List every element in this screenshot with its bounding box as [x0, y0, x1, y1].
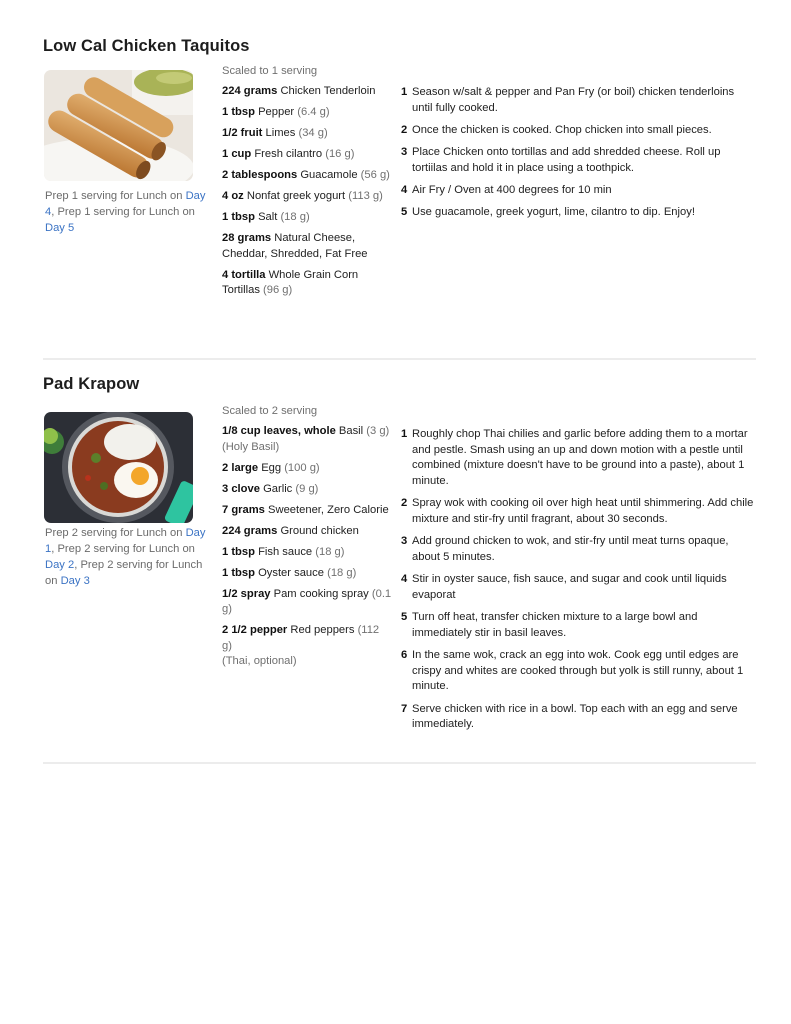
ingredient-item: 7 grams Sweetener, Zero Calorie	[222, 503, 389, 516]
ingredient-item: 2 1/2 pepper Red peppers (112 g) (Thai, optional)	[222, 624, 380, 667]
ingredient-item: 1 tbsp Fish sauce (18 g)	[222, 545, 345, 558]
direction-step: 7 Serve chicken with rice in a bowl. Top each with an egg and serve immediately.	[401, 702, 738, 731]
direction-step: 1 Roughly chop Thai chilies and garlic before adding them to a mortar and pestle. Smash using an up and down motion with a pestle until combined (mixture doesn't have to be ground into a paste), about 1 minute.	[401, 428, 748, 488]
ingredient-item: 1/8 cup leaves, whole Basil (3 g) (Holy Basil)	[222, 425, 390, 453]
direction-step: 5 Turn off heat, transfer chicken mixture to a large bowl and immediately stir in basil leaves.	[401, 611, 698, 639]
prep-text: Prep 1 serving for Lunch on	[45, 190, 186, 202]
ingredient-item: 2 large Egg (100 g)	[222, 461, 320, 474]
directions-list	[401, 85, 757, 227]
ingredient-item: 1 tbsp Oyster sauce (18 g)	[222, 566, 357, 579]
direction-step: 3 Place Chicken onto tortillas and add shredded cheese. Roll up tortiilas and hold it in place using a toothpick.	[401, 146, 721, 174]
divider	[43, 358, 756, 360]
day-link[interactable]: Day 5	[45, 222, 75, 234]
ingredients-list	[222, 403, 392, 675]
day-link[interactable]: Day 1	[45, 527, 206, 555]
taquitos-photo-icon	[44, 70, 193, 181]
scaled-label: Scaled to 1 serving	[222, 65, 318, 77]
direction-step: 4 Stir in oyster sauce, fish sauce, and sugar and cook until liquids evaporat	[401, 573, 727, 601]
recipe-title: Pad Krapow	[43, 375, 140, 393]
ingredient-item: 28 grams Natural Cheese, Cheddar, Shredded, Fat Free	[222, 232, 368, 260]
directions-list	[401, 427, 757, 739]
scaled-label: Scaled to 2 serving	[222, 405, 318, 417]
ingredient-item: 1 tbsp Salt (18 g)	[222, 211, 310, 223]
day-link[interactable]: Day 2	[45, 559, 75, 571]
ingredient-item: 1 cup Fresh cilantro (16 g)	[222, 148, 355, 160]
recipe-card-taquitos	[43, 37, 756, 380]
prep-schedule	[45, 525, 215, 589]
day-link[interactable]: Day 3	[60, 575, 90, 587]
prep-text: , Prep 1 serving for Lunch on	[51, 206, 195, 218]
ingredients-list	[222, 63, 392, 304]
direction-step: 2 Spray wok with cooking oil over high heat until shimmering. Add chile mixture and stir-fry until fragrant, about 30 seconds.	[401, 497, 754, 526]
ingredient-item: 1 tbsp Pepper (6.4 g)	[222, 106, 330, 118]
day-link[interactable]: Day 4	[45, 190, 206, 218]
divider	[43, 762, 756, 764]
direction-step: 6 In the same wok, crack an egg into wok. Cook egg until edges are crispy and whites are cooked through but yolk is still runny, about 1 minute.	[401, 648, 744, 693]
prep-text: , Prep 2 serving for Lunch on	[51, 543, 195, 555]
ingredient-item: 2 tablespoons Guacamole (56 g)	[222, 169, 390, 181]
direction-step: 5 Use guacamole, greek yogurt, lime, cilantro to dip. Enjoy!	[401, 206, 695, 219]
ingredient-item: 224 grams Ground chicken	[222, 524, 359, 537]
prep-text: Prep 2 serving for Lunch on	[45, 527, 186, 539]
pad-krapow-photo-icon	[44, 412, 193, 523]
recipe-card-pad-krapow	[43, 375, 756, 780]
ingredient-item: 1/2 fruit Limes (34 g)	[222, 127, 328, 139]
direction-step: 3 Add ground chicken to wok, and stir-fry until meat turns opaque, about 5 minutes.	[401, 535, 729, 563]
ingredient-item: 4 oz Nonfat greek yogurt (113 g)	[222, 190, 383, 202]
ingredient-item: 4 tortilla Whole Grain Corn Tortillas (96 g)	[222, 268, 359, 296]
prep-schedule	[45, 188, 215, 236]
direction-step: 2 Once the chicken is cooked. Chop chicken into small pieces.	[401, 123, 712, 136]
ingredient-item: 3 clove Garlic (9 g)	[222, 482, 319, 495]
direction-step: 4 Air Fry / Oven at 400 degrees for 10 min	[401, 184, 612, 197]
recipe-title: Low Cal Chicken Taquitos	[43, 37, 250, 55]
prep-text: , Prep 2 serving for Lunch on	[45, 559, 203, 587]
direction-step: 1 Season w/salt & pepper and Pan Fry (or boil) chicken tenderloins until fully cooked.	[401, 86, 735, 114]
ingredient-item: 1/2 spray Pam cooking spray (0.1 g)	[222, 587, 392, 615]
ingredient-item: 224 grams Chicken Tenderloin	[222, 85, 376, 97]
